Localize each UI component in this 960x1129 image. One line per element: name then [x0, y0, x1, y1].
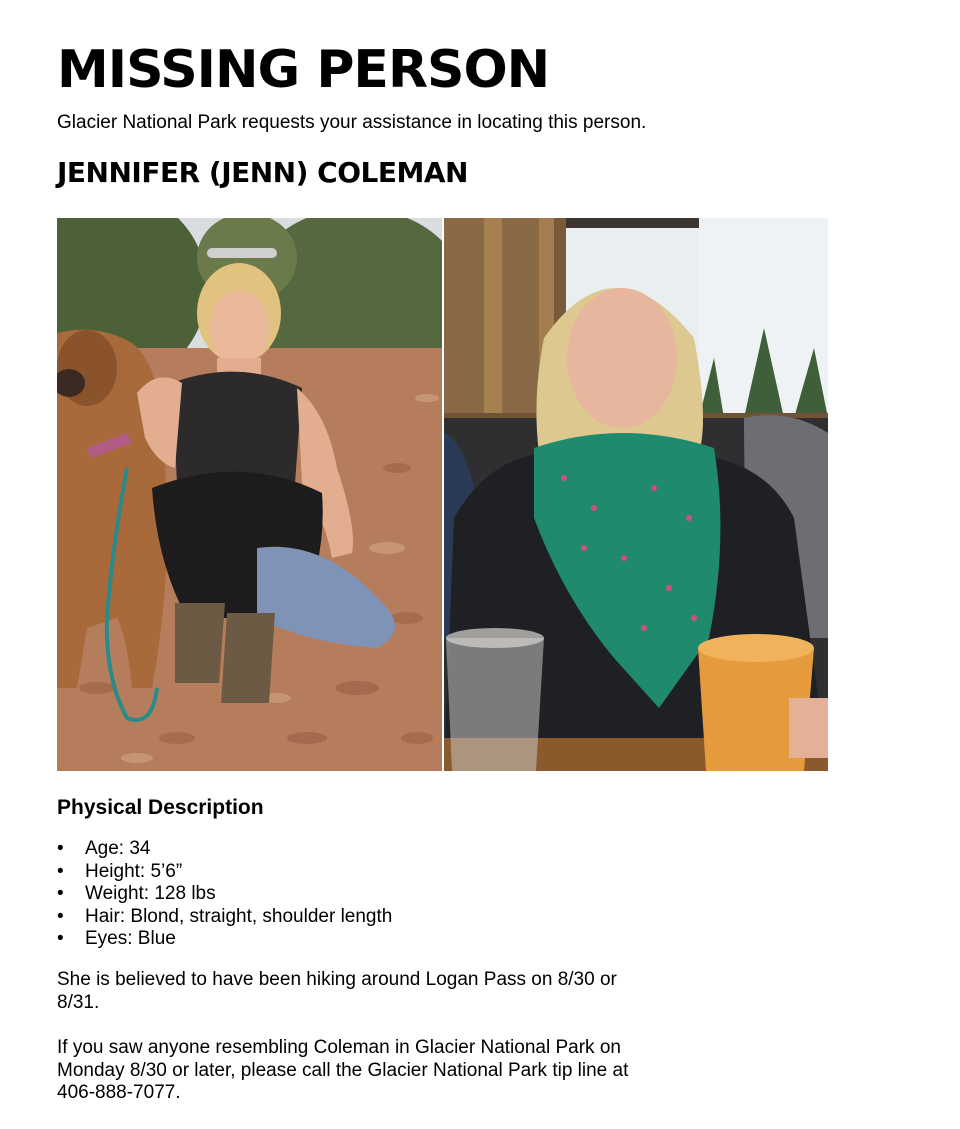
bullet-icon: • — [57, 883, 64, 905]
person-name: JENNIFER (JENN) COLEMAN — [57, 156, 468, 189]
trait-height: Height: 5’6” — [85, 860, 183, 882]
list-item — [57, 861, 392, 884]
photo-hiking-with-dog — [57, 218, 442, 771]
physical-description-list — [57, 838, 392, 951]
bullet-icon: • — [57, 860, 64, 882]
bullet-icon: • — [57, 838, 64, 859]
poster-subtitle: Glacier National Park requests your assistance in locating this person. — [57, 112, 647, 133]
last-seen-paragraph: She is believed to have been hiking around Logan Pass on 8/30 or 8/31. — [57, 969, 617, 1013]
list-item — [57, 883, 392, 906]
trait-age: Age: 34 — [85, 838, 151, 859]
list-item — [57, 928, 392, 951]
list-item — [57, 838, 392, 861]
trait-hair: Hair: Blond, straight, shoulder length — [85, 905, 393, 927]
tip-line-paragraph: If you saw anyone resembling Coleman in Glacier National Park on Monday 8/30 or later, please call the Glacier National Park tip line at 406-888-7077. — [57, 1037, 629, 1104]
physical-description-heading: Physical Description — [57, 796, 264, 819]
trait-eyes: Eyes: Blue — [85, 928, 176, 950]
list-item — [57, 906, 392, 929]
bullet-icon: • — [57, 905, 64, 927]
bullet-icon: • — [57, 928, 64, 950]
poster-title: MISSING PERSON — [57, 40, 550, 100]
photo-with-drink — [444, 218, 828, 771]
trait-weight: Weight: 128 lbs — [85, 883, 216, 905]
